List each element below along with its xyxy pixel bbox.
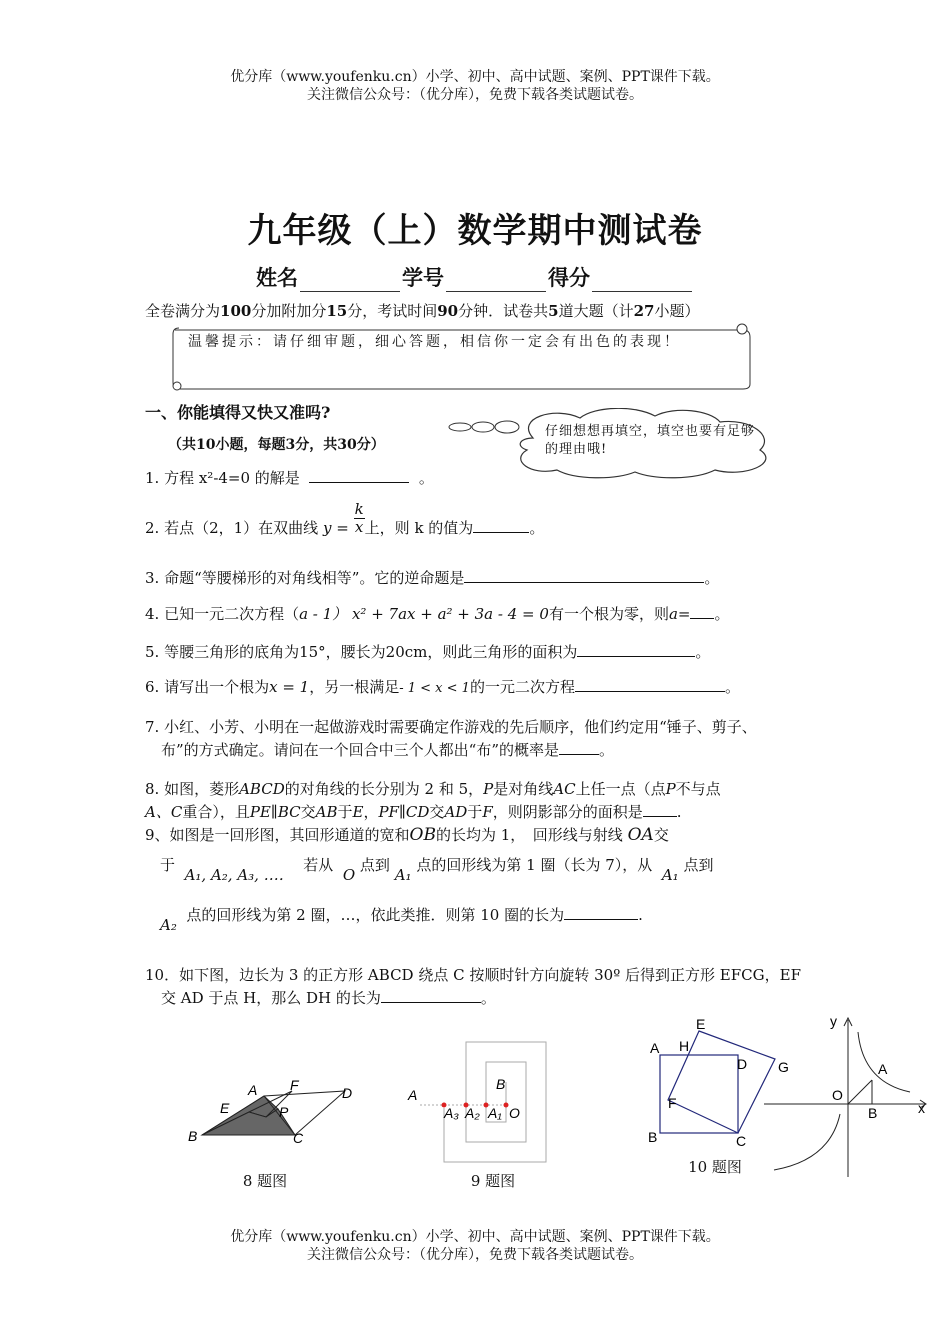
fig8-label-d: D xyxy=(342,1085,353,1101)
fig10-label-a: A xyxy=(650,1040,660,1056)
fig10-label-d: D xyxy=(737,1056,748,1072)
id-label: 学号 xyxy=(402,265,444,290)
fig10-label-g: G xyxy=(778,1059,789,1075)
question-8: 8. 如图，菱形ABCD的对角线的长分别为 2 和 5，P是对角线AC上任一点（点P不与点 A、C重合），且PE∥BC交AB于E，PF∥CD交AD于F，则阴影部分的面积是 . xyxy=(145,780,721,821)
q5-answer-blank[interactable] xyxy=(577,640,695,657)
question-9-line-3: A₂ 点的回形线为第 2 圈，…，依此类推．则第 10 圈的长为 . xyxy=(160,903,840,926)
fig11-label-b: B xyxy=(868,1105,878,1121)
q7-answer-blank[interactable] xyxy=(559,738,599,755)
question-4: 4. 已知一元二次方程（a - 1） x² + 7ax + a² + 3a - 4 = 0有一个根为零，则a= 。 xyxy=(145,602,825,625)
fig9-spiral-line xyxy=(444,1042,546,1162)
question-9-line-2: 于 A₁, A₂, A₃, …． 若从 O 点到 A₁ 点的回形线为第 1 圈（长为 7），从 A₁ 点到 xyxy=(160,856,714,884)
q9-answer-blank[interactable] xyxy=(564,903,638,920)
name-blank[interactable] xyxy=(300,271,400,292)
fig10-label-b: B xyxy=(648,1129,658,1145)
footer-line-1: 优分库（www.youfenku.cn）小学、初中、高中试题、案例、PPT课件下载。 xyxy=(230,1229,720,1245)
fig11-label-y: y xyxy=(830,1013,837,1029)
q10-answer-blank[interactable] xyxy=(381,986,481,1003)
fig9-label-a: A xyxy=(408,1087,418,1103)
question-6: 6. 请写出一个根为x = 1，另一根满足- 1 < x < 1的一元二次方程 。 xyxy=(145,675,825,700)
fig11-label-x: x xyxy=(918,1100,925,1116)
fig10-label-h: H xyxy=(679,1038,690,1054)
header-line-1: 优分库（www.youfenku.cn）小学、初中、高中试题、案例、PPT课件下载。 xyxy=(230,69,720,85)
exam-intro: 全卷满分为100分加附加分15分，考试时间90分钟．试卷共5道大题（计27小题） xyxy=(145,302,700,320)
figure-8-rhombus xyxy=(180,1075,370,1155)
fig11-curve-lower xyxy=(774,1114,840,1170)
figure-hyperbola xyxy=(760,1012,935,1182)
fig8-label-c: C xyxy=(293,1130,304,1146)
fig8-label-e: E xyxy=(220,1100,230,1116)
figure-9-caption: 9 题图 xyxy=(470,1172,516,1190)
fig9-point-o xyxy=(504,1103,509,1108)
fig8-label-a: A xyxy=(248,1082,258,1098)
score-blank[interactable] xyxy=(592,271,692,292)
fig8-label-f: F xyxy=(290,1077,299,1093)
header-line-2: 关注微信公众号：（优分库），免费下载各类试题试卷。 xyxy=(307,87,643,103)
page-title: 九年级（上）数学期中测试卷 xyxy=(247,211,703,251)
fig10-label-e: E xyxy=(696,1016,706,1032)
q1-answer-blank[interactable] xyxy=(309,466,409,483)
fig10-label-f: F xyxy=(668,1095,677,1111)
question-2: 2. 若点（2，1）在双曲线 y = $\frac{k}{x}$ 上，则 k 的值为 。 xyxy=(145,499,545,537)
section-1-subtitle: （共10小题，每题3分，共30分） xyxy=(168,437,385,453)
fig9-label-b: B xyxy=(496,1076,506,1092)
q3-answer-blank[interactable] xyxy=(464,566,704,583)
question-9: 9、如图是一回形图，其回形通道的宽和OB的长均为 1， 回形线与射线 OA交 xyxy=(145,825,669,845)
fig9-label-o: O xyxy=(509,1105,520,1121)
question-10: 10．如下图，边长为 3 的正方形 ABCD 绕点 C 按顺时针方向旋转 30º 后得到正方形 EFCG，EF 交 AD 于点 H，那么 DH 的长为 。 xyxy=(145,966,801,1007)
fig10-square-abcd xyxy=(660,1055,738,1133)
question-5: 5. 等腰三角形的底角为15°，腰长为20cm，则此三角形的面积为 。 xyxy=(145,640,825,663)
footer-line-2: 关注微信公众号：（优分库），免费下载各类试题试卷。 xyxy=(307,1247,643,1263)
fig9-label-a1: A₁ xyxy=(488,1105,502,1121)
q2-fraction: $\frac{k}{x}$ xyxy=(354,499,364,536)
fig11-label-o: O xyxy=(832,1087,843,1103)
tip-text: 温馨提示：请仔细审题，细心答题，相信你一定会有出色的表现！ xyxy=(188,334,681,350)
fig9-label-a3: A₃ xyxy=(444,1105,459,1121)
fig10-label-c: C xyxy=(736,1133,747,1149)
figure-9-spiral xyxy=(400,1038,580,1170)
question-3: 3. 命题“等腰梯形的对角线相等”。它的逆命题是 。 xyxy=(145,566,825,589)
q4-answer-blank[interactable] xyxy=(690,602,714,619)
id-blank[interactable] xyxy=(446,271,546,292)
q8-answer-blank[interactable] xyxy=(643,800,677,817)
score-label: 得分 xyxy=(548,265,590,290)
figure-10-caption: 10 题图 xyxy=(688,1158,742,1176)
question-7: 7. 小红、小芳、小明在一起做游戏时需要确定作游戏的先后顺序，他们约定用“锤子、剪子、 布”的方式确定。请问在一个回合中三个人都出“布”的概率是 。 xyxy=(145,718,757,759)
question-1: 1. 方程 x²-4=0 的解是 。 xyxy=(145,466,825,489)
fig8-label-b: B xyxy=(188,1128,198,1144)
cloud-text: 仔细想想再填空，填空也要有足够的理由哦! xyxy=(545,424,756,457)
figure-8-caption: 8 题图 xyxy=(242,1172,288,1190)
name-row xyxy=(0,262,950,292)
section-1-title: 一、你能填得又快又准吗? xyxy=(145,403,331,422)
fig9-label-a2: A₂ xyxy=(465,1105,480,1121)
fig11-label-a: A xyxy=(878,1061,888,1077)
name-label: 姓名 xyxy=(256,265,298,290)
q6-answer-blank[interactable] xyxy=(575,675,725,692)
fig8-label-p: P xyxy=(279,1104,289,1120)
q2-answer-blank[interactable] xyxy=(473,516,529,533)
